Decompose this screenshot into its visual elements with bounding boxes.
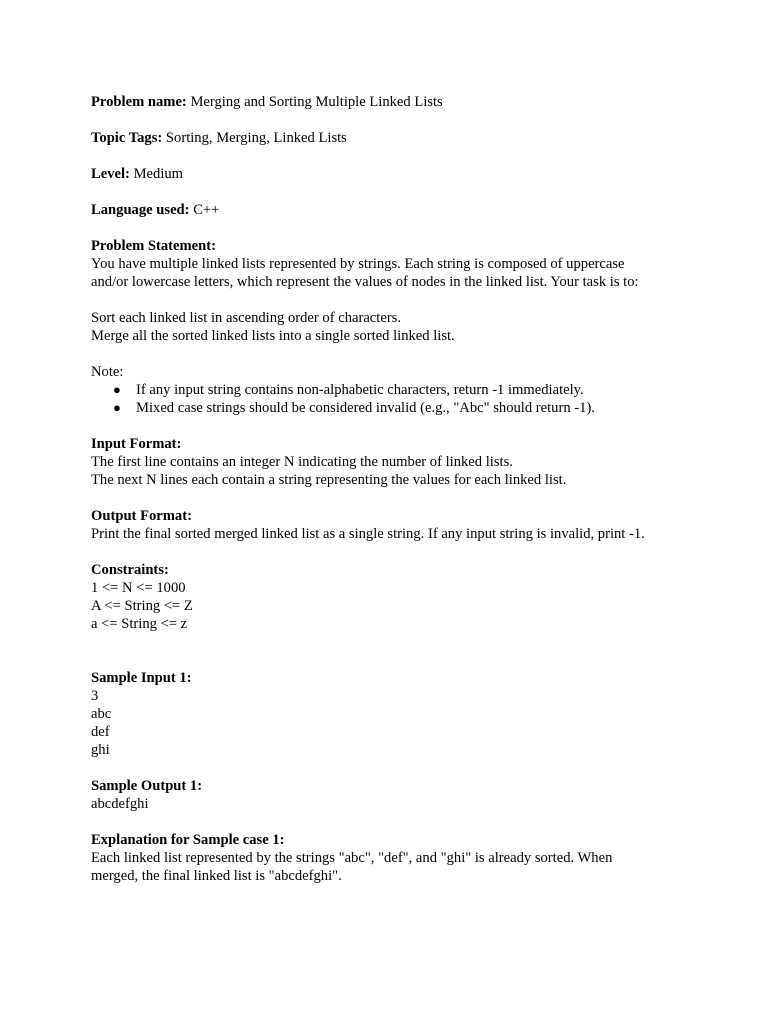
problem-name-value: Merging and Sorting Multiple Linked Lists [190, 94, 443, 110]
statement-text-line: and/or lowercase letters, which represent the values of nodes in the linked list. Your task is to: [91, 274, 639, 290]
note-label: Note: [91, 364, 124, 380]
sample-input-line: 3 [91, 688, 99, 704]
sample-output-line: abcdefghi [91, 796, 149, 812]
constraints-heading: Constraints: [91, 562, 169, 578]
constraint-line: 1 <= N <= 1000 [91, 580, 186, 596]
constraint-line: A <= String <= Z [91, 598, 193, 614]
level-value: Medium [133, 166, 184, 182]
input-format-section [91, 435, 691, 489]
note-section [91, 363, 691, 417]
constraints-section [91, 561, 691, 633]
sample-input-line: abc [91, 706, 112, 722]
problem-name-label: Problem name: [91, 94, 187, 110]
problem-statement-heading: Problem Statement: [91, 238, 216, 254]
input-format-line: The first line contains an integer N indicating the number of linked lists. [91, 454, 513, 470]
note-item-text: If any input string contains non-alphabetic characters, return -1 immediately. [136, 382, 584, 398]
bullet-icon: ● [113, 400, 121, 415]
task-item: Merge all the sorted linked lists into a single sorted linked list. [91, 328, 455, 344]
output-format-heading: Output Format: [91, 508, 192, 524]
output-format-line: Print the final sorted merged linked list as a single string. If any input string is invalid, print -1. [91, 526, 645, 542]
problem-name-field [91, 93, 691, 111]
input-format-heading: Input Format: [91, 436, 182, 452]
note-list-item [91, 399, 691, 417]
level-label: Level: [91, 166, 130, 182]
statement-text-line: You have multiple linked lists represented by strings. Each string is composed of uppercase [91, 256, 625, 272]
explanation-section [91, 831, 691, 885]
language-label: Language used: [91, 202, 190, 218]
level-field [91, 165, 691, 183]
task-item: Sort each linked list in ascending order of characters. [91, 310, 402, 326]
topic-tags-field [91, 129, 691, 147]
topic-tags-value: Sorting, Merging, Linked Lists [165, 130, 347, 146]
problem-statement-section [91, 237, 691, 291]
sample-input-section [91, 669, 691, 759]
language-value: C++ [193, 202, 220, 218]
sample-output-section [91, 777, 691, 813]
blank-line [91, 651, 691, 669]
explanation-line: Each linked list represented by the strings "abc", "def", and "ghi" is already sorted. When [91, 850, 613, 866]
output-format-section [91, 507, 691, 543]
topic-tags-label: Topic Tags: [91, 130, 163, 146]
task-list [91, 309, 691, 345]
note-bullet-list [91, 381, 691, 417]
sample-input-heading: Sample Input 1: [91, 670, 192, 686]
sample-input-line: ghi [91, 742, 110, 758]
explanation-heading: Explanation for Sample case 1: [91, 832, 285, 848]
constraint-line: a <= String <= z [91, 616, 188, 632]
explanation-line: merged, the final linked list is "abcdefghi". [91, 868, 342, 884]
sample-output-heading: Sample Output 1: [91, 778, 203, 794]
bullet-icon: ● [113, 382, 121, 397]
note-list-item [91, 381, 691, 399]
input-format-line: The next N lines each contain a string representing the values for each linked list. [91, 472, 567, 488]
language-field [91, 201, 691, 219]
sample-input-line: def [91, 724, 110, 740]
document-page [91, 93, 691, 903]
note-item-text: Mixed case strings should be considered invalid (e.g., "Abc" should return -1). [136, 400, 595, 416]
